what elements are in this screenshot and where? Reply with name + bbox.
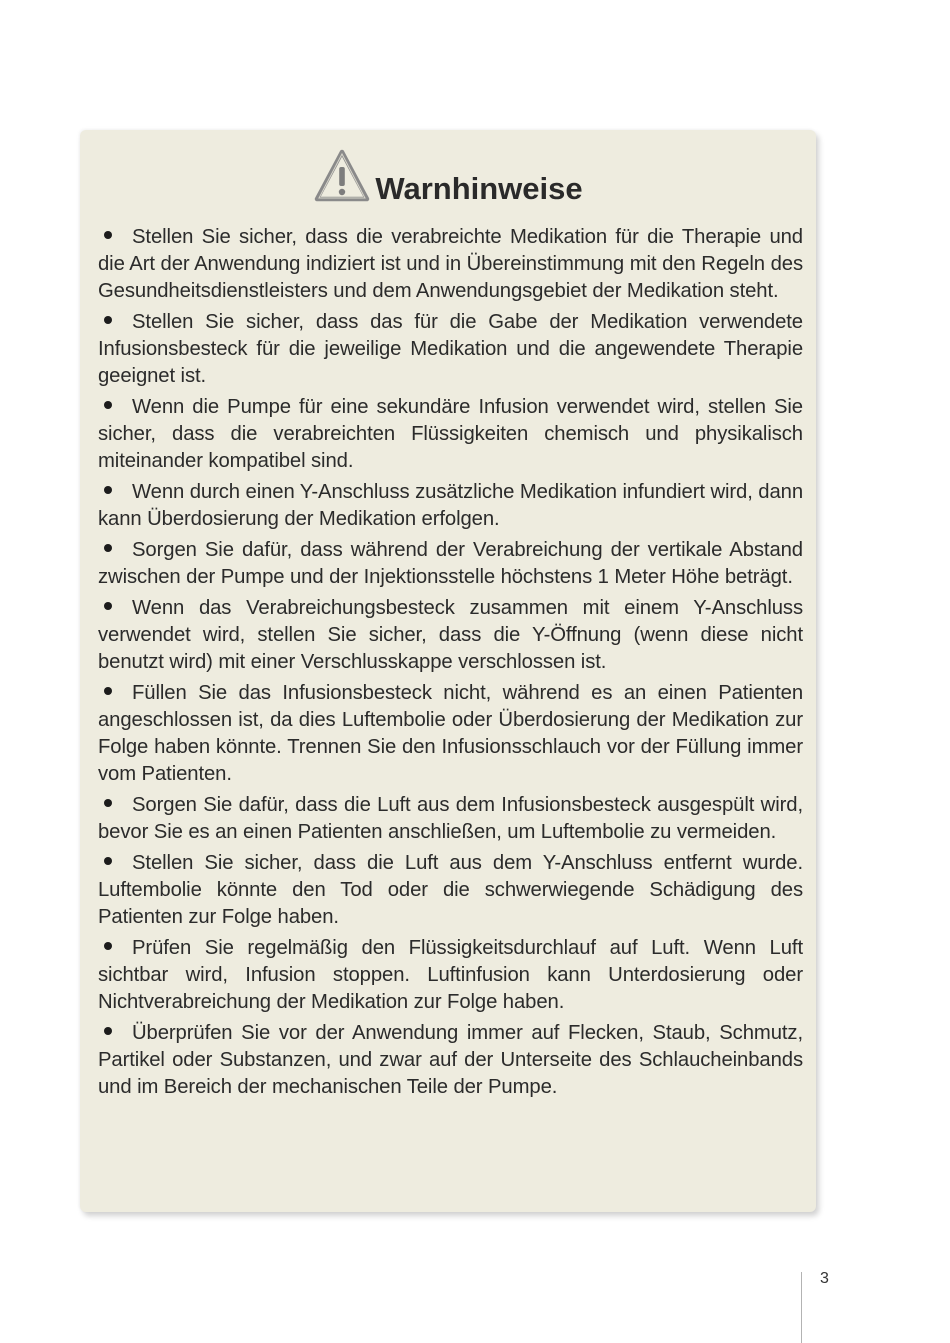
list-item-text: Stellen Sie sicher, dass die Luft aus dem Y-Anschluss entfernt wurde. Luftembolie könnte den Tod oder die schwerwiegende Schädigung des Patienten zur Folge haben.: [98, 852, 803, 928]
list-item: [98, 680, 803, 788]
bullet-icon: [104, 687, 112, 695]
list-item-text: Stellen Sie sicher, dass die verabreichte Medikation für die Therapie und die Art der Anwendung indiziert ist und in Übereinstimmung mit den Regeln des Gesundheitsdienstleisters und dem Anwendungsgebiet der Medikation steht.: [98, 226, 803, 302]
list-item-text: Prüfen Sie regelmäßig den Flüssigkeitsdurchlauf auf Luft. Wenn Luft sichtbar wird, Infusion stoppen. Luftinfusion kann Unterdosierung oder Nichtverabreichung der Medikation zur Folge haben.: [98, 937, 803, 1013]
list-item-text: Sorgen Sie dafür, dass während der Verabreichung der vertikale Abstand zwischen der Pumpe und der Injektionsstelle höchstens 1 Meter Höhe beträgt.: [98, 539, 803, 588]
list-item-text: Stellen Sie sicher, dass das für die Gabe der Medikation verwendete Infusionsbesteck für die jeweilige Medikation und die angewendete Therapie geeignet ist.: [98, 311, 803, 387]
bullet-icon: [104, 857, 112, 865]
list-item: [98, 309, 803, 390]
bullet-icon: [104, 544, 112, 552]
list-item: [98, 394, 803, 475]
list-item-text: Sorgen Sie dafür, dass die Luft aus dem Infusionsbesteck ausgespült wird, bevor Sie es an einen Patienten anschließen, um Luftembolie zu vermeiden.: [98, 794, 803, 843]
list-item-text: Überprüfen Sie vor der Anwendung immer auf Flecken, Staub, Schmutz, Partikel oder Substanzen, und zwar auf der Unterseite des Schlaucheinbands und im Bereich der mechanischen Teile der Pumpe.: [98, 1022, 803, 1098]
bullet-icon: [104, 1027, 112, 1035]
list-item: [98, 537, 803, 591]
list-item-text: Wenn das Verabreichungsbesteck zusammen mit einem Y-Anschluss verwendet wird, stellen Sie sicher, dass die Y-Öffnung (wenn diese nicht benutzt wird) mit einer Verschlusskappe verschlossen ist.: [98, 597, 803, 673]
list-item: [98, 792, 803, 846]
bullet-icon: [104, 316, 112, 324]
warning-triangle-icon: [313, 148, 371, 204]
bullet-icon: [104, 231, 112, 239]
list-item: [98, 479, 803, 533]
list-item: [98, 850, 803, 931]
list-item: [98, 935, 803, 1016]
list-item-text: Wenn durch einen Y-Anschluss zusätzliche Medikation infundiert wird, dann kann Überdosierung der Medikation erfolgen.: [98, 481, 804, 530]
bullet-icon: [104, 602, 112, 610]
page-divider: [801, 1272, 802, 1343]
bullet-icon: [104, 486, 112, 494]
list-item-text: Wenn die Pumpe für eine sekundäre Infusion verwendet wird, stellen Sie sicher, dass die verabreichten Flüssigkeiten chemisch und physikalisch miteinander kompatibel sind.: [98, 396, 803, 472]
list-item: [98, 224, 803, 305]
bullet-icon: [104, 942, 112, 950]
page-title: Warnhinweise: [375, 171, 583, 206]
warning-panel: [80, 130, 816, 1212]
warning-list: [98, 224, 803, 1105]
list-item-text: Füllen Sie das Infusionsbesteck nicht, während es an einen Patienten angeschlossen ist, da dies Luftembolie oder Überdosierung der Medikation zur Folge haben könnte. Trennen Sie den Infusionsschlauch vor der Füllung immer vom Patienten.: [98, 682, 803, 785]
bullet-icon: [104, 401, 112, 409]
warning-heading: [80, 148, 816, 209]
bullet-icon: [104, 799, 112, 807]
list-item: [98, 595, 803, 676]
list-item: [98, 1020, 803, 1101]
page-number: 3: [820, 1270, 829, 1287]
